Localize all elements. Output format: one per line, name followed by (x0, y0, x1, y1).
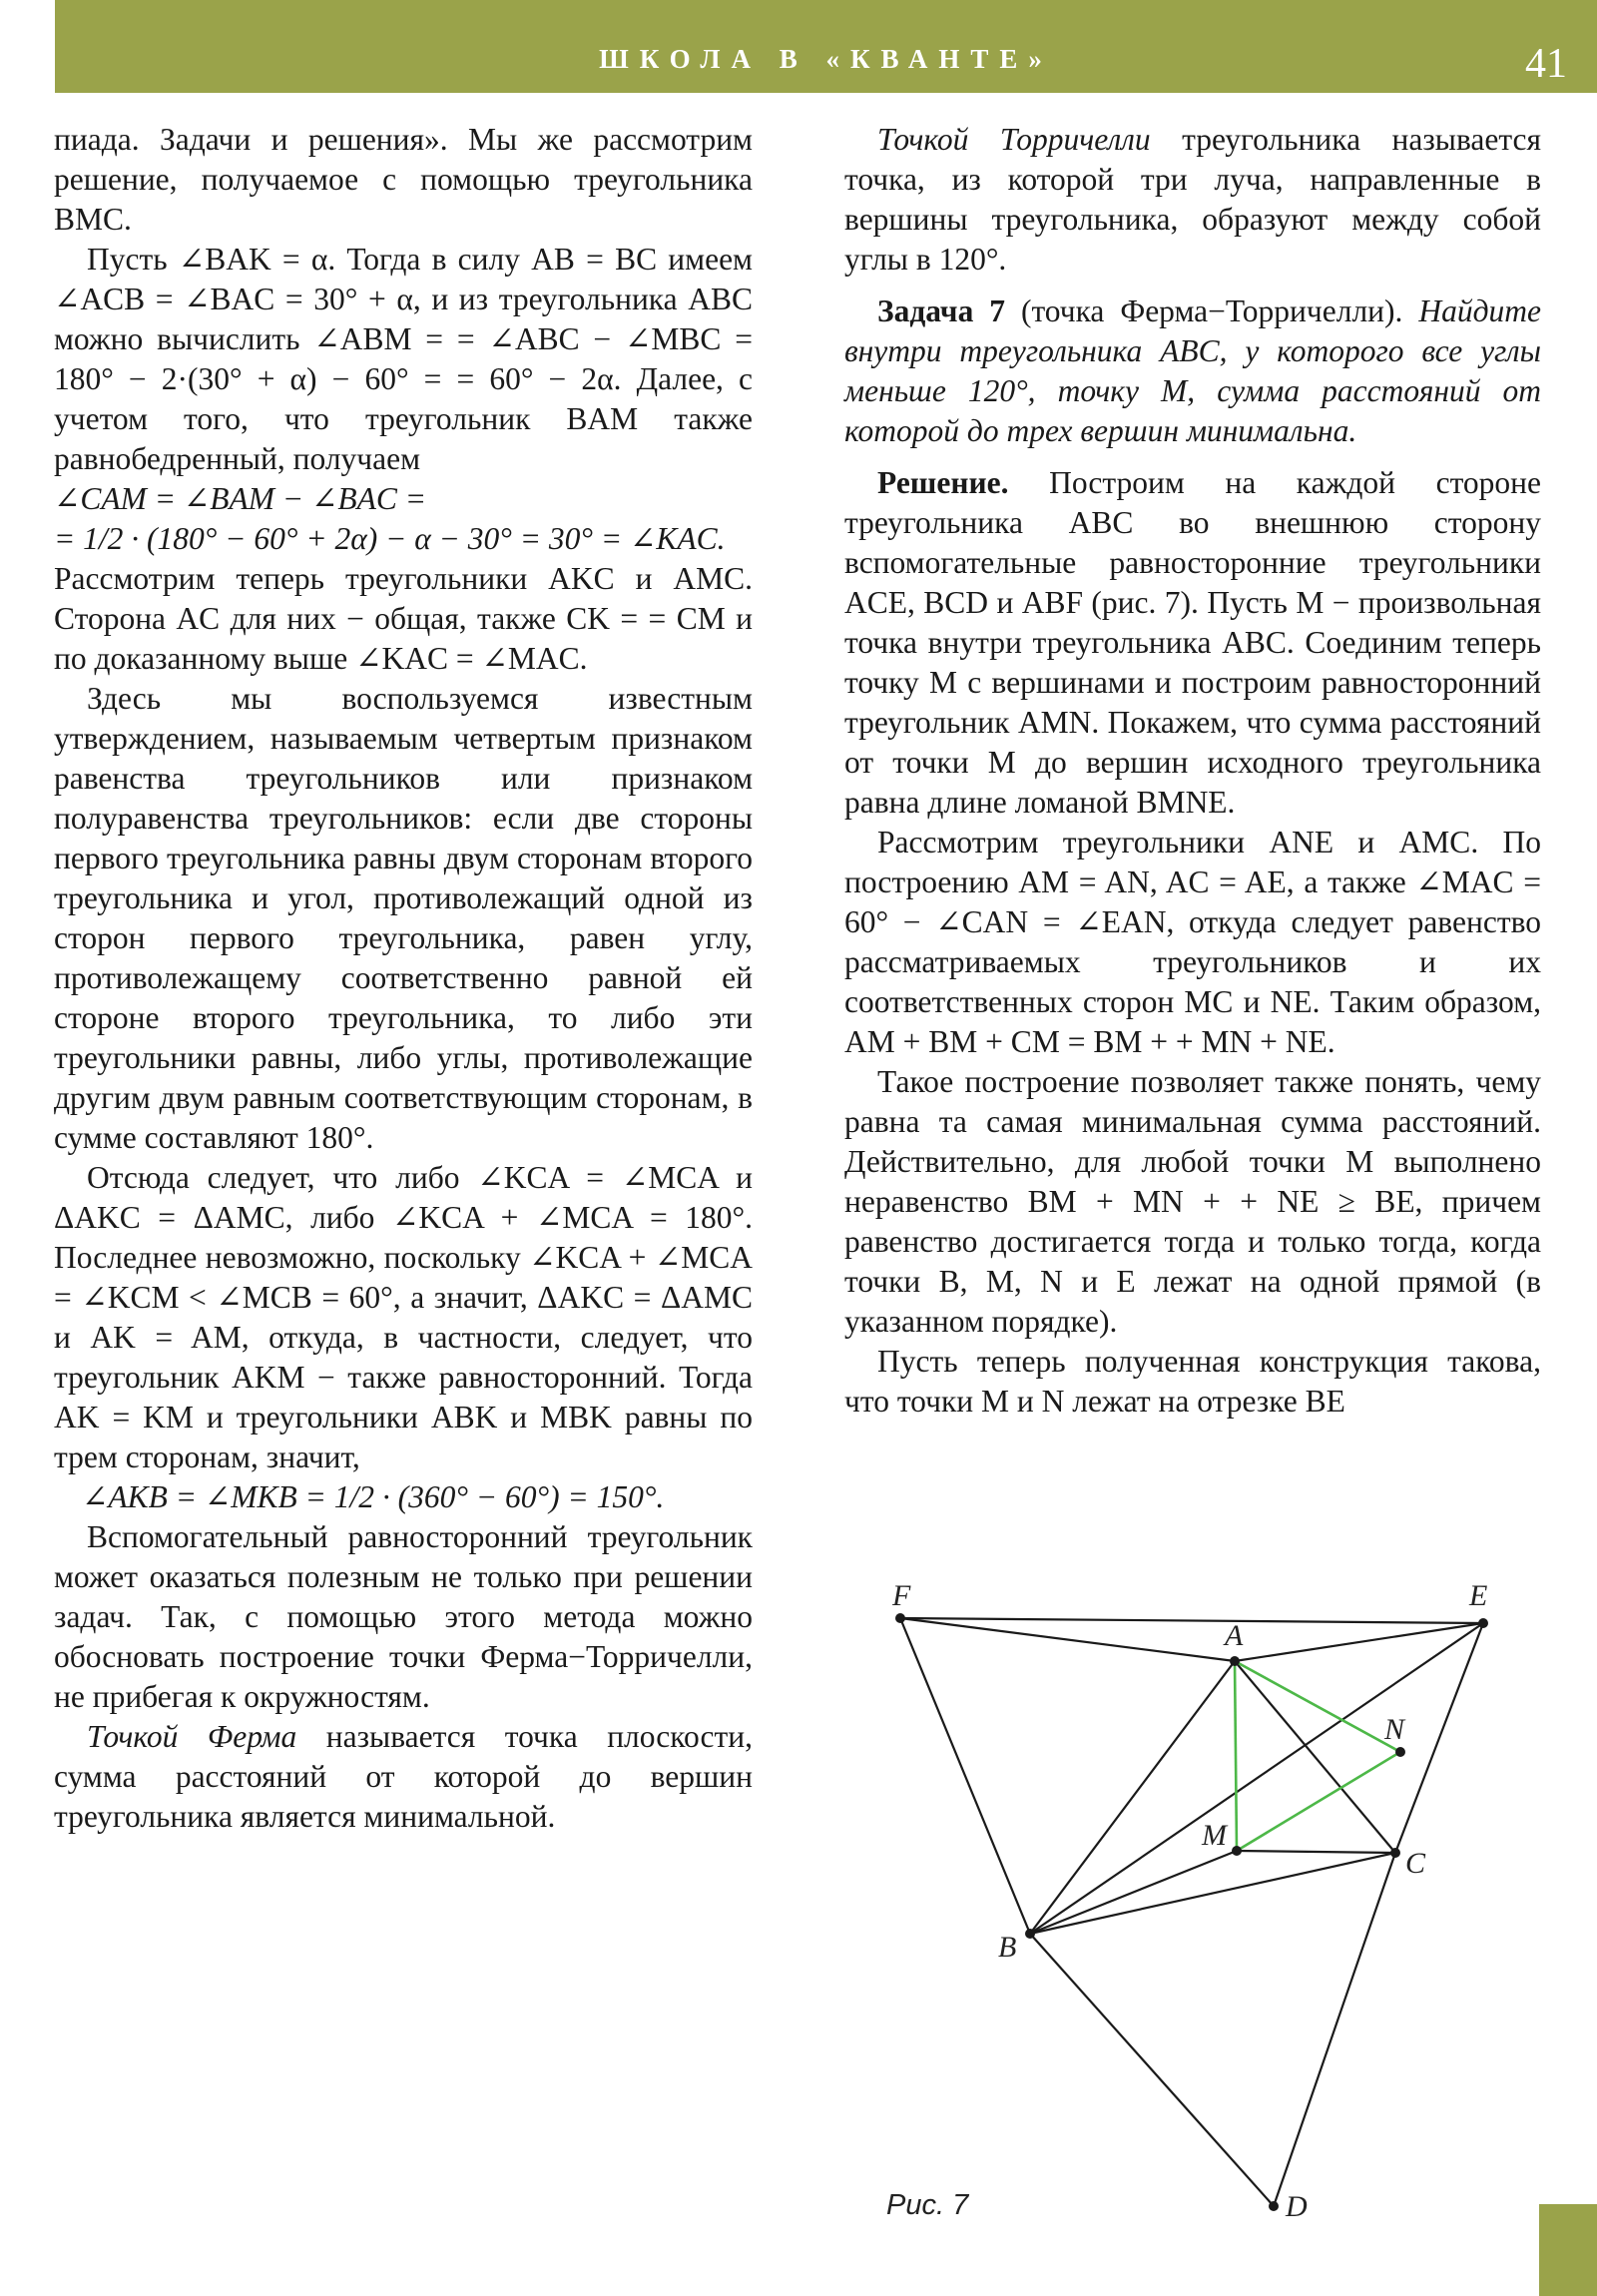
left-column (54, 120, 753, 1837)
footer-accent-block (1539, 2204, 1597, 2296)
paragraph: Вспомогательный равносторонний треугольник может оказаться полезным не только при решении задач. Так, с помощью этого метода можно обосновать построение точки Ферма−Торричелли, не прибегая к окружностям. (54, 1519, 753, 1714)
point-n (1395, 1747, 1405, 1757)
points (895, 1613, 1488, 2211)
point-c (1390, 1848, 1400, 1858)
paragraph: Рассмотрим треугольники ANE и AMC. По построению AM = AN, AC = AE, а также ∠MAC = 60° − ∠CAN = ∠EAN, откуда следует равенство рассматриваемых треугольников и их соответственных сторон MC и NE. Таким образом, AM + BM + CM = BM + + MN + NE. (844, 825, 1541, 1059)
task-label: Задача 7 (877, 293, 1006, 328)
formula-text: ∠CAM = ∠BAM − ∠BAC = (54, 481, 427, 516)
point-d (1269, 2201, 1279, 2211)
label-c: C (1405, 1847, 1426, 1880)
page-number: 41 (1525, 41, 1567, 87)
label-m: M (1202, 1819, 1227, 1852)
paragraph: Пусть ∠BAK = α. Тогда в силу AB = BC имеем ∠ACB = ∠BAC = 30° + α, и из треугольника ABC можно вычислить ∠ABM = = ∠ABC − ∠MBC = 180° − 2·(30° + α) − 60° = = 60° − 2α. Далее, с учетом того, что треугольник BAM также равнобедренный, получаем (54, 242, 753, 476)
paragraph: Такое построение позволяет также понять, чему равна та самая минимальная сумма расстояний. Действительно, для любой точки M выполнено неравенство BM + MN + + NE ≥ BE, причем равенство достигается тогда и только тогда, когда точки B, M, N и E лежат на одной прямой (в указанном порядке). (844, 1064, 1541, 1339)
label-d: D (1286, 2190, 1308, 2223)
formula-text: = 1/2 · (180° − 60° + 2α) − α − 30° = 30° = ∠KAC. (54, 521, 726, 556)
point-a (1230, 1656, 1240, 1666)
label-a: A (1225, 1619, 1244, 1652)
task-text: Найдите внутри треугольника ABC, у которого все углы меньше 120°, точку M, сумма расстояний от которой до трех вершин минимальна. (844, 293, 1541, 448)
paragraph: Пусть теперь полученная конструкция такова, что точки M и N лежат на отрезке BE (844, 1344, 1541, 1419)
point-f (895, 1613, 905, 1623)
formula (54, 479, 753, 519)
formula (54, 1477, 753, 1517)
solution (844, 463, 1541, 823)
formula (54, 519, 753, 559)
solution-text: Построим на каждой стороне треугольника ABC во внешнюю сторону вспомогательные равносторонние треугольники ACE, BCD и ABF (рис. 7). Пусть M − произвольная точка внутри треугольника ABC. Соединим теперь точку M с вершинами и построим равносторонний треугольник AMN. Покажем, что сумма расстояний от точки M до вершин исходного треугольника равна длине ломаной BMNE. (844, 465, 1542, 820)
running-header (55, 0, 1597, 93)
term: Точкой Торричелли (877, 122, 1151, 157)
label-b: B (998, 1931, 1017, 1964)
figure-7 (844, 1567, 1563, 2256)
paragraph (844, 120, 1541, 280)
construction-lines (900, 1618, 1483, 2206)
paragraph: пиада. Задачи и решения». Мы же рассмотрим решение, получаемое с помощью треугольника BMC. (54, 122, 753, 237)
paragraph: Здесь мы воспользуемся известным утверждением, называемым четвертым признаком равенства треугольников или признаком полуравенства треугольников: если две стороны первого треугольника равны двум сторонам второго треугольника и угол, противолежащий одной из сторон первого треугольника, равен углу, противолежащему соответственно равной ей стороне второго треугольника, то либо эти треугольники равны, либо углы, противолежащие другим двум равным соответствующим сторонам, в сумме составляют 180°. (54, 681, 753, 1155)
figure-caption: Рис. 7 (886, 2189, 969, 2221)
formula-text: ∠AKB = ∠MKB = 1/2 · (360° − 60°) = 150°. (82, 1479, 665, 1514)
point-m (1232, 1846, 1242, 1856)
point-e (1478, 1618, 1488, 1628)
task-paren: (точка Ферма−Торричелли). (1020, 293, 1403, 328)
paragraph: Отсюда следует, что либо ∠KCA = ∠MCA и ΔAKC = ΔAMC, либо ∠KCA + ∠MCA = 180°. Последнее невозможно, поскольку ∠KCA + ∠MCA = ∠KCM < ∠MCB = 60°, а значит, ΔAKC = ΔAMC и AK = AM, откуда, в частности, следует, что треугольник AKM − также равносторонний. Тогда AK = KM и треугольники ABK и MBK равны по трем сторонам, значит, (54, 1160, 753, 1474)
label-n: N (1384, 1713, 1405, 1746)
paragraph (54, 1717, 753, 1837)
task-statement (844, 291, 1541, 451)
label-f: F (892, 1579, 911, 1612)
paragraph: Рассмотрим теперь треугольники AKC и AMC. Сторона AC для них − общая, также CK = = CM и по доказанному выше ∠KAC = ∠MAC. (54, 561, 753, 676)
solution-label: Решение. (877, 465, 1009, 500)
label-e: E (1469, 1579, 1488, 1612)
paragraph-text: треугольника называется точка, из которой три луча, направленные в вершины треугольника, образуют между собой углы в 120°. (844, 122, 1542, 277)
section-title: ШКОЛА В «КВАНТЕ» (599, 44, 1053, 74)
point-b (1025, 1929, 1035, 1939)
term: Точкой Ферма (87, 1719, 297, 1754)
paragraph-text: называется точка плоскости, сумма расстояний от которой до вершин треугольника является минимальной. (54, 1719, 753, 1834)
right-column (844, 120, 1541, 1422)
